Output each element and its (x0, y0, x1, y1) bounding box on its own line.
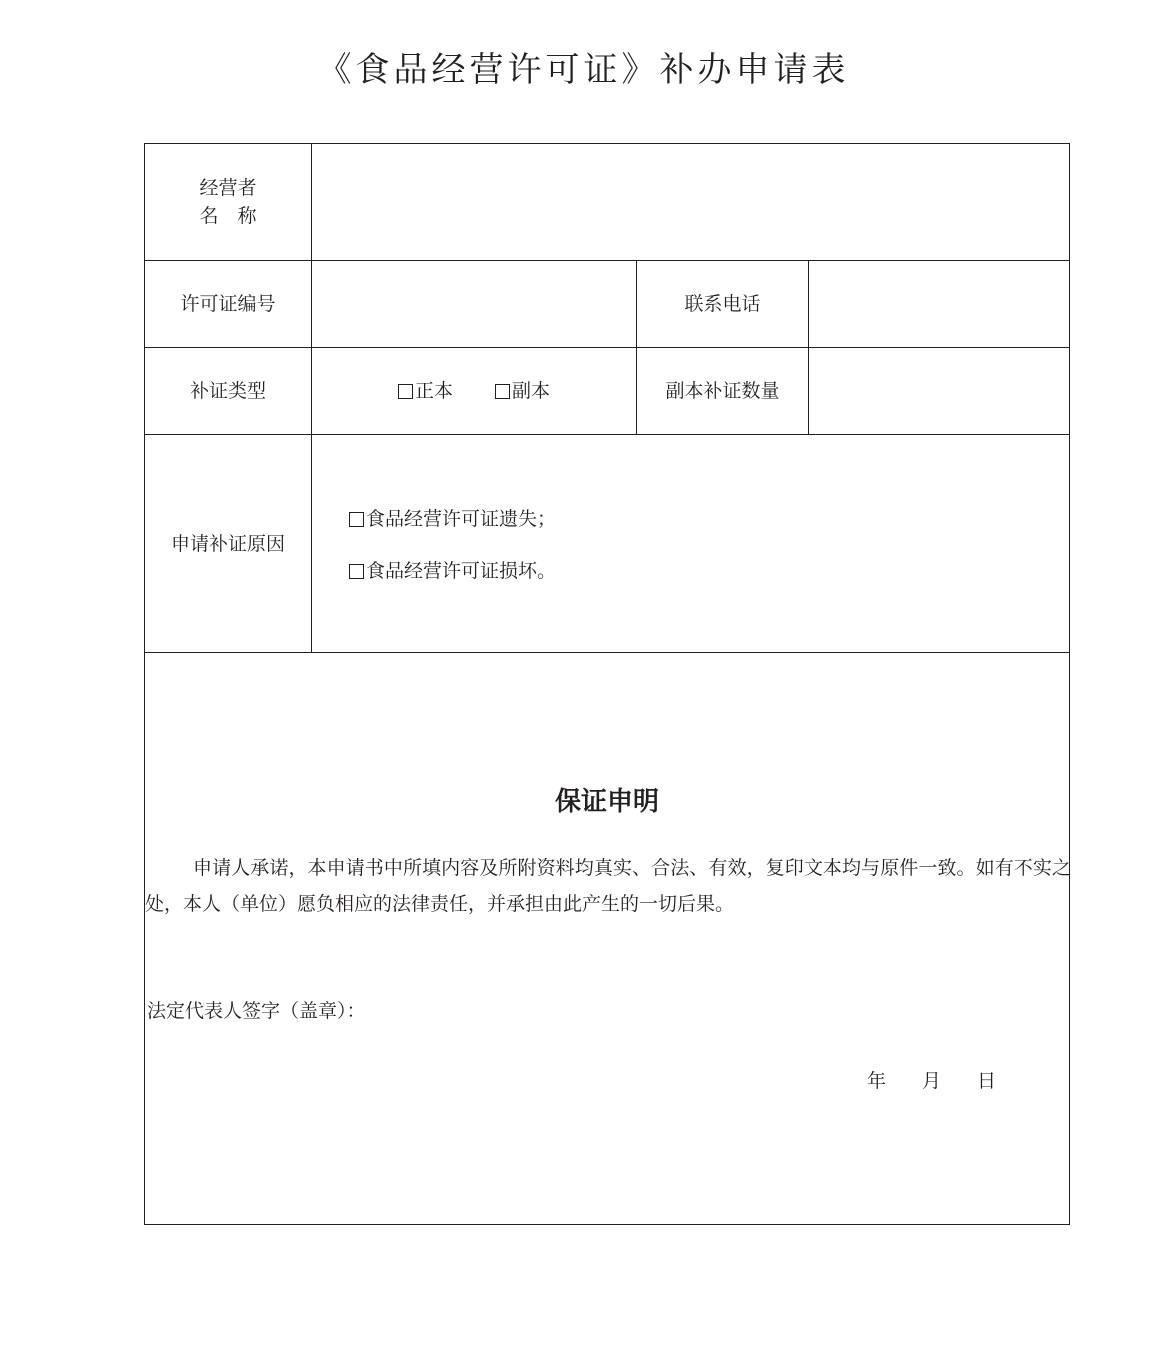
guarantee-body: 申请人承诺，本申请书中所填内容及所附资料均真实、合法、有效，复印文本均与原件一致。如有不实之处，本人（单位）愿负相应的法律责任，并承担由此产生的一切后果。 (145, 857, 1071, 915)
original-option-label: 正本 (414, 380, 453, 402)
application-form (144, 143, 1070, 1225)
copy-option-label: 副本 (512, 380, 551, 402)
phone-field[interactable] (809, 261, 1070, 347)
guarantee-title: 保证申明 (554, 787, 659, 817)
operator-name-label-line2: 名 称 (199, 205, 257, 227)
reason-option-lost[interactable] (349, 505, 556, 533)
phone-label: 联系电话 (684, 293, 761, 315)
date-day: 日 (977, 1070, 997, 1092)
reissue-type-label: 补证类型 (189, 380, 266, 402)
date-year: 年 (867, 1070, 887, 1092)
reason-option-damaged-label: 食品经营许可证损坏。 (366, 560, 557, 582)
original-checkbox-icon[interactable] (398, 384, 413, 399)
reason-option-damaged[interactable] (349, 557, 556, 585)
operator-name-label-line1: 经营者 (199, 177, 257, 199)
damaged-checkbox-icon[interactable] (349, 564, 364, 579)
date-month: 月 (922, 1070, 942, 1092)
operator-name-label (145, 144, 311, 260)
signature-label: 法定代表人签字（盖章）： (147, 1000, 366, 1022)
license-number-field[interactable] (312, 261, 636, 347)
form-title: 《食品经营许可证》补办申请表 (317, 50, 850, 90)
copy-option[interactable] (495, 377, 550, 405)
original-option[interactable] (398, 377, 453, 405)
lost-checkbox-icon[interactable] (349, 512, 364, 527)
reason-option-lost-label: 食品经营许可证遗失； (366, 508, 557, 530)
date-line (867, 1067, 1032, 1095)
license-number-label: 许可证编号 (180, 293, 276, 315)
copy-checkbox-icon[interactable] (495, 384, 510, 399)
reissue-type-options (312, 348, 636, 434)
row-divider (145, 652, 1069, 653)
copy-quantity-field[interactable] (809, 348, 1070, 434)
operator-name-field[interactable] (312, 144, 1070, 260)
copy-quantity-label: 副本补证数量 (665, 380, 780, 402)
reason-label: 申请补证原因 (170, 532, 285, 555)
